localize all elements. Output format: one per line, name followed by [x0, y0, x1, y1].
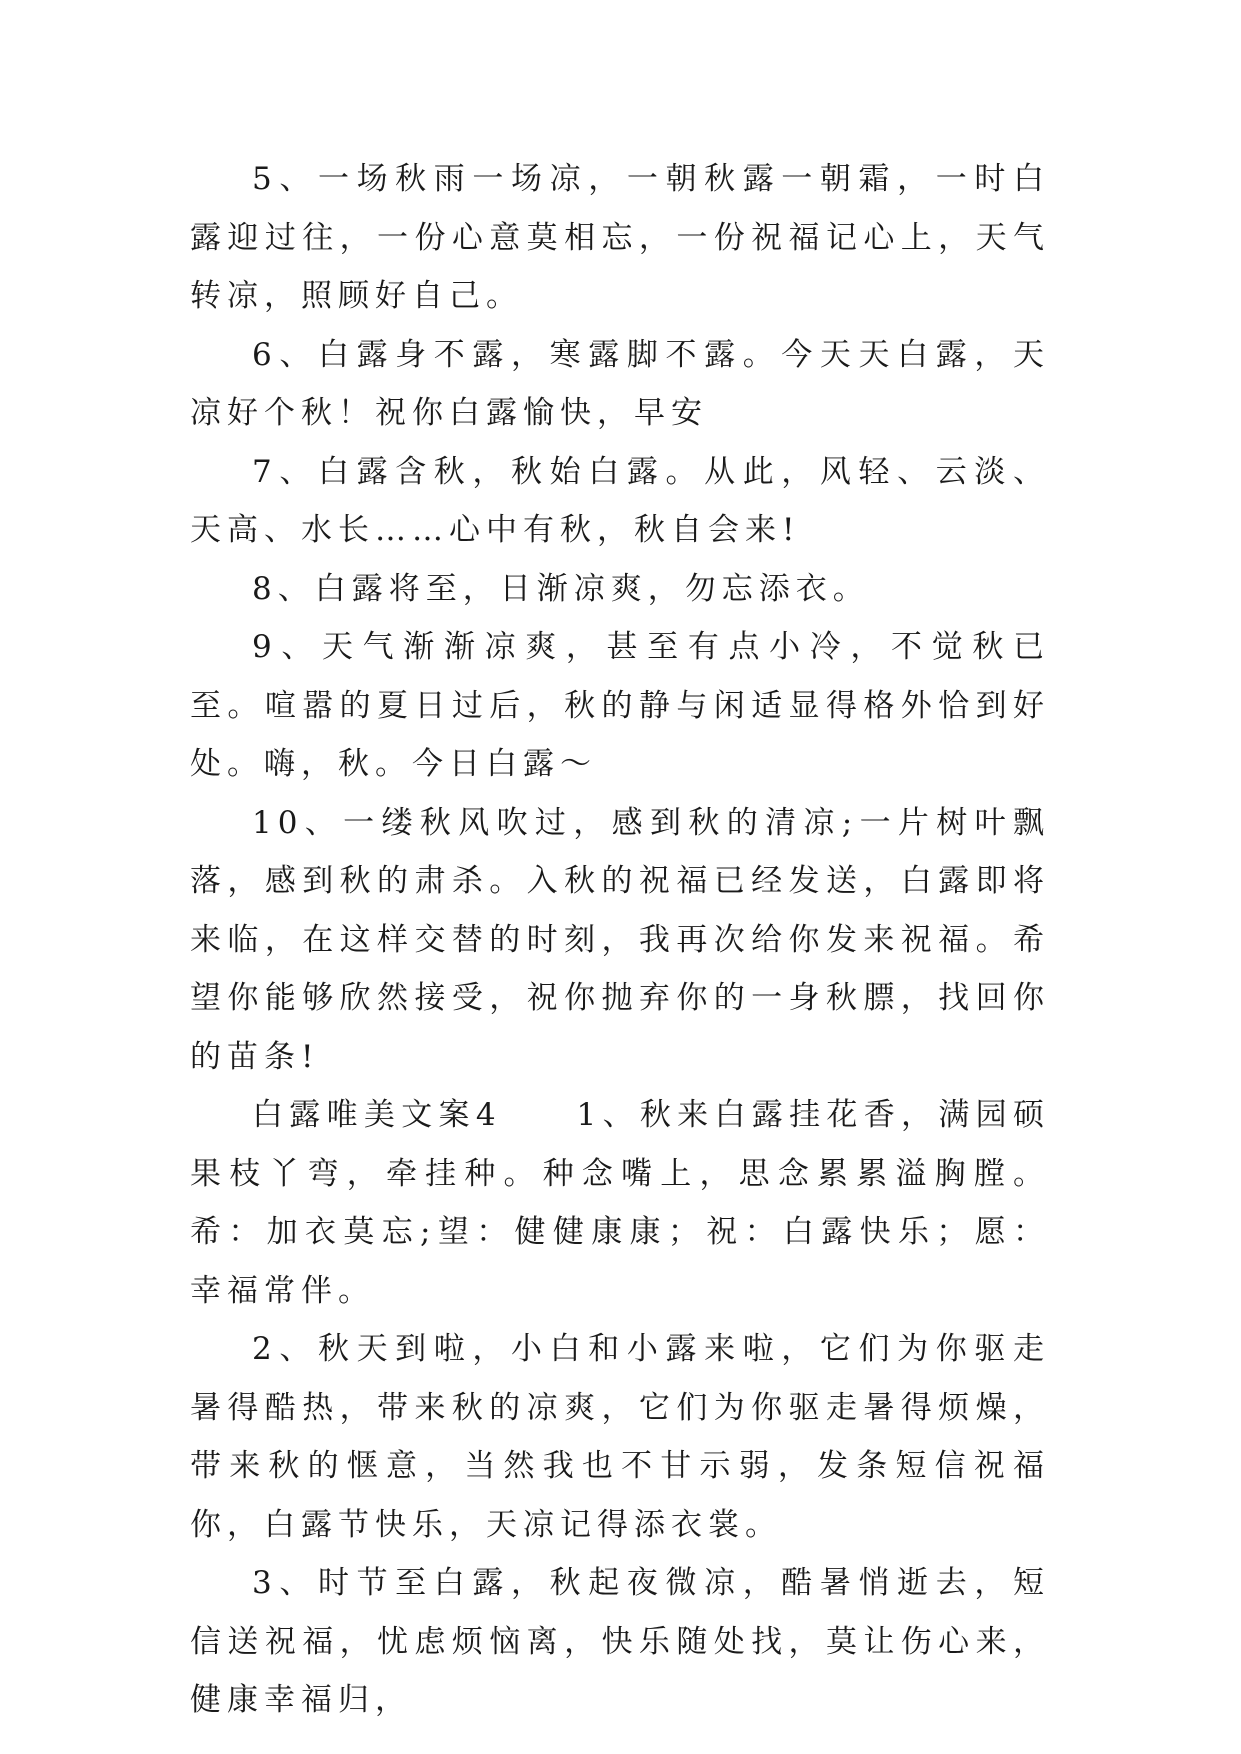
- paragraph-8: 8、白露将至，日渐凉爽，勿忘添衣。: [252, 570, 870, 607]
- paragraph-10: 10、一缕秋风吹过，感到秋的清凉;一片树叶飘落，感到秋的肃杀。入秋的祝福已经发送，白露即将来临，在这样交替的时刻，我再次给你发来祝福。希望你能够欣然接受，祝你抛弃你的一身秋膘，找回你的苗条!: [190, 804, 1050, 1075]
- document-page: [190, 150, 1050, 1730]
- paragraph-5: 5、一场秋雨一场凉，一朝秋露一朝霜，一时白露迎过往，一份心意莫相忘，一份祝福记心上，天气转凉，照顾好自己。: [190, 161, 1050, 314]
- section-heading-paragraph: 白露唯美文案4 1、秋来白露挂花香，满园硕果枝丫弯，牵挂种。种念嘴上，思念累累溢胸膛。希：加衣莫忘;望：健健康康；祝：白露快乐；愿：幸福常伴。: [190, 1097, 1050, 1309]
- paragraph-3: 3、时节至白露，秋起夜微凉，酷暑悄逝去，短信送祝福，忧虑烦恼离，快乐随处找，莫让伤心来，健康幸福归，: [190, 1565, 1050, 1718]
- paragraph-9: 9、天气渐渐凉爽，甚至有点小冷，不觉秋已至。喧嚣的夏日过后，秋的静与闲适显得格外恰到好处。嗨，秋。今日白露～: [190, 629, 1050, 782]
- paragraph-7: 7、白露含秋，秋始白露。从此，风轻、云淡、天高、水长……心中有秋，秋自会来!: [190, 453, 1050, 548]
- paragraph-2: 2、秋天到啦，小白和小露来啦，它们为你驱走暑得酷热，带来秋的凉爽，它们为你驱走暑得烦燥，带来秋的惬意，当然我也不甘示弱，发条短信祝福你，白露节快乐，天凉记得添衣裳。: [190, 1331, 1050, 1543]
- paragraph-6: 6、白露身不露，寒露脚不露。今天天白露，天凉好个秋！祝你白露愉快，早安: [190, 336, 1050, 431]
